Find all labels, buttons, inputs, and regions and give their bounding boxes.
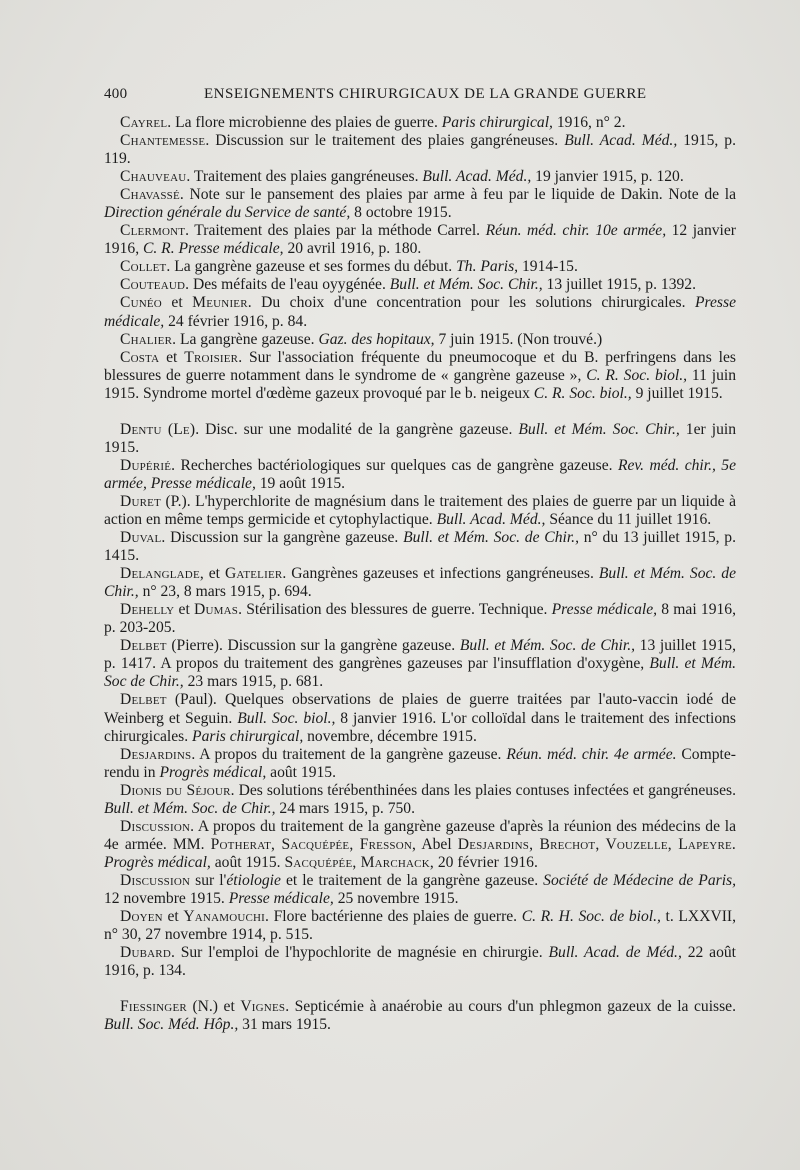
entry-source: Presse médicale, <box>104 294 736 330</box>
entry-text: 8 octobre 1915. <box>350 204 452 222</box>
entry-source: Société de Médecine de Paris, <box>543 871 736 889</box>
entry-author: Meunier <box>192 294 248 312</box>
bibliography-entry <box>104 818 736 872</box>
entry-text: . Recherches bactériologiques sur quelques cas de gangrène gazeuse. <box>171 456 618 474</box>
entry-text: . Flore bactérienne des plaies de guerre. <box>265 908 522 926</box>
entry-source: Bull. et Mém. Soc de Chir., <box>104 655 736 691</box>
bibliography-entry <box>104 168 736 186</box>
entry-text: 24 mars 1915, p. 750. <box>275 799 415 817</box>
entry-text: et le traitement de la gangrène gazeuse. <box>280 871 544 889</box>
entry-source: Bull. Acad. Méd., <box>564 132 678 150</box>
entry-text: 8 janvier 1916. L'or colloïdal dans le traitement des infections chirurgicales. <box>104 709 736 745</box>
entry-source: Progrès médical, <box>104 853 211 871</box>
bibliography-entry <box>104 691 736 745</box>
entry-text: 20 avril 1916, p. 180. <box>283 240 422 258</box>
entry-text: . La gangrène gazeuse et ses formes du début. <box>166 258 457 276</box>
bibliography-entry <box>104 114 736 132</box>
entry-author: Delbet <box>120 691 167 709</box>
entry-text: . Traitement des plaies gangréneuses. <box>186 168 423 186</box>
entry-author: Chauveau <box>120 168 187 186</box>
entry-text: et <box>162 908 184 926</box>
entry-text: n° 23, 8 mars 1915, p. 694. <box>138 583 312 601</box>
entry-author: Sacquépée, Marchack, <box>284 853 434 871</box>
entry-source: Paris chirurgical, <box>192 727 304 745</box>
entry-text: . La flore microbienne des plaies de guerre. <box>167 114 442 131</box>
entry-text: 7 juin 1915. (Non trouvé.) <box>434 330 603 348</box>
entry-source: Bull. et Mém. Soc. Chir., <box>518 420 680 438</box>
entry-source: Bull. et Mém. Soc. de Chir., <box>459 637 636 655</box>
entry-author: Dupérié <box>120 456 172 474</box>
entry-source: Bull. Soc. biol., <box>237 709 336 727</box>
entry-text: 20 février 1916. <box>433 853 538 871</box>
entry-source: Bull. Acad. de Méd., <box>548 944 682 962</box>
entry-source: Presse médicale, <box>551 601 658 619</box>
entry-author: Collet <box>120 258 167 276</box>
entry-author: Dubard <box>120 944 171 962</box>
entry-text: et <box>159 348 185 366</box>
entry-source: Bull. Soc. Méd. Hôp., <box>104 1016 239 1034</box>
entry-text: 31 mars 1915. <box>238 1016 331 1034</box>
entry-author: Discussion <box>120 871 191 889</box>
bibliography-entry <box>104 493 736 529</box>
entry-source: Direction générale du Service de santé, <box>104 204 351 222</box>
entry-text: . Disc. sur une modalité de la gangrène gazeuse. <box>195 420 519 438</box>
entry-text: 9 juillet 1915. <box>631 384 723 402</box>
entry-source: Bull. Acad. Méd., <box>422 168 532 186</box>
entry-author: Clermont <box>120 222 186 240</box>
bibliography-entry <box>104 637 736 691</box>
entry-author: Couteaud <box>120 276 186 294</box>
bibliography-entry <box>104 457 736 493</box>
running-title: ENSEIGNEMENTS CHIRURGICAUX DE LA GRANDE GUERRE <box>204 86 647 102</box>
bibliography-entry <box>104 529 736 565</box>
entry-text: . Traitement des plaies par la méthode Carrel. <box>185 222 486 240</box>
bibliography-entry <box>104 258 736 276</box>
entry-author: Vignes <box>240 998 286 1016</box>
entry-author: Potherat, Sacquépée, Fresson, <box>210 835 417 853</box>
bibliography-entry <box>104 601 736 637</box>
entry-text: et <box>174 601 195 619</box>
entry-author: Chantemesse <box>120 132 206 150</box>
entry-text: . Sur l'emploi de l'hypochlorite de magnésie en chirurgie. <box>170 944 549 962</box>
entry-text: . Stérilisation des blessures de guerre. Technique. <box>238 601 552 619</box>
entry-text: 1915, p. 119. <box>104 132 736 168</box>
entry-text: (P.). L'hyperchlorite de magnésium dans le traitement des plaies de guerre par un liquide à action en même temps germicide et cytophylactique. <box>104 492 736 528</box>
entry-author: Dehelly <box>120 601 175 619</box>
bibliography-entry <box>104 746 736 782</box>
running-header <box>104 86 740 108</box>
entry-author: Costa <box>120 348 160 366</box>
entry-author: Duval <box>120 529 162 547</box>
entry-text: . Des solutions térébenthinées dans les plaies contuses infectées et gangréneuses. <box>230 781 736 799</box>
entry-source: étiologie <box>226 871 281 889</box>
entry-text: Compte-rendu in <box>104 745 736 781</box>
entry-text: . Des méfaits de l'eau oyygénée. <box>185 276 390 294</box>
bibliography-entry <box>104 276 736 294</box>
bibliography-entry <box>104 872 736 908</box>
bibliography-entry <box>104 565 736 601</box>
entry-text: 13 juillet 1915, p. 1392. <box>542 276 696 294</box>
entry-text: 25 novembre 1915. <box>333 889 459 907</box>
entry-author: Yanamouchi <box>183 908 266 926</box>
entry-text: . Discussion sur la gangrène gazeuse. <box>161 529 404 547</box>
entry-source: Bull. et Mém. Soc. Chir., <box>389 276 543 294</box>
entry-author: Desjardins <box>120 745 192 763</box>
entry-text: . Discussion sur le traitement des plaies gangréneuses. <box>205 132 565 150</box>
entry-author: Cunéo <box>120 294 162 312</box>
entry-source: Presse médicale, <box>228 889 334 907</box>
entry-text: 19 janvier 1915, p. 120. <box>531 168 684 186</box>
bibliography-entry <box>104 349 736 403</box>
bibliography-entry <box>104 132 736 168</box>
entry-source: C. R. Presse médicale, <box>142 240 284 258</box>
entry-text: 11 juin 1915. Syndrome mortel d'œdème gazeux provoqué par le b. neigeux <box>104 366 737 402</box>
entry-author: Fiessinger <box>120 998 187 1016</box>
entry-text: 22 août 1916, p. 134. <box>104 944 736 980</box>
bibliography-entry <box>104 782 736 818</box>
entry-author: Desjardins, Brechot, Vouzelle, Lapeyre. <box>457 835 737 853</box>
entry-text: . Septicémie à anaérobie au cours d'un phlegmon gazeux de la cuisse. <box>285 998 737 1016</box>
entry-text: (N.) et <box>186 998 241 1016</box>
entry-text: 12 janvier 1916, <box>104 222 736 258</box>
entry-text: 1914-15. <box>518 258 578 276</box>
entry-source: Gaz. des hopitaux, <box>318 330 435 348</box>
entry-author: Delanglade <box>120 565 200 583</box>
entry-source: Bull. Acad. Méd., <box>436 510 546 528</box>
entry-text: , et <box>199 565 225 583</box>
bibliography-entry <box>104 908 736 944</box>
entry-text: 12 novembre 1915. <box>104 889 229 907</box>
entry-source: Réun. méd. chir. 10e armée, <box>485 222 667 240</box>
entry-text: 1er juin 1915. <box>104 420 737 456</box>
entry-source: C. R. H. Soc. de biol., <box>521 908 661 926</box>
page-number: 400 <box>104 86 128 102</box>
entry-source: Th. Paris, <box>456 258 519 276</box>
entry-text: 13 juillet 1915, p. 1417. A propos du traitement des gangrènes gazeuses par l'insufflation d'oxygène, <box>104 637 736 673</box>
entry-author: Troisier <box>184 348 239 366</box>
entry-source: Bull. et Mém. Soc. de Chir., <box>104 799 276 817</box>
entry-text: 1916, n° 2. <box>552 114 626 131</box>
entry-text: . La gangrène gazeuse. <box>172 330 319 348</box>
entry-author: Chavassé <box>120 186 180 204</box>
entry-text: 23 mars 1915, p. 681. <box>183 673 324 691</box>
entry-author: Chalier <box>120 330 173 348</box>
bibliography-entry <box>104 421 736 457</box>
entry-text: 19 août 1915. <box>255 474 346 492</box>
entry-text: Abel <box>416 835 458 853</box>
entry-source: Bull. et Mém. Soc. de Chir., <box>403 529 579 547</box>
entry-text: novembre, décembre 1915. <box>303 727 477 745</box>
entry-text: et <box>161 294 193 312</box>
entry-text: août 1915. <box>210 853 285 871</box>
entry-author: Gatelier <box>224 565 283 583</box>
entry-source: C. R. Soc. biol., <box>533 384 632 402</box>
entry-text: . Note sur le pansement des plaies par arme à feu par le liquide de Dakin. Note de la <box>179 186 736 204</box>
entry-text: t. LXXVII, n° 30, 27 novembre 1914, p. 515. <box>104 908 736 944</box>
entry-text: Séance du 11 juillet 1916. <box>545 510 712 528</box>
entry-source: Réun. méd. chir. 4e armée. <box>506 745 677 763</box>
bibliography-list <box>104 114 736 1034</box>
entry-author: Discussion <box>120 817 191 835</box>
entry-text: sur l' <box>190 871 227 889</box>
entry-author: Duret <box>120 492 161 510</box>
entry-author: Dionis du Séjour <box>120 781 231 799</box>
entry-author: Dentu (Le) <box>120 420 196 438</box>
entry-source: Paris chirurgical, <box>441 114 553 131</box>
entry-text: . A propos du traitement de la gangrène gazeuse d'après la réunion des médecins de la 4e armée. MM. <box>104 817 736 853</box>
entry-source: Progrès médical, <box>159 763 267 781</box>
entry-text: n° du 13 juillet 1915, p. 1415. <box>104 529 736 565</box>
entry-text: août 1915. <box>266 763 336 781</box>
entry-text: . A propos du traitement de la gangrène gazeuse. <box>191 745 507 763</box>
bibliography-entry <box>104 294 736 330</box>
entry-source: Bull. et Mém. Soc. de Chir., <box>104 565 736 601</box>
entry-text: . Gangrènes gazeuses et infections gangréneuses. <box>282 565 599 583</box>
bibliography-entry <box>104 998 736 1034</box>
entry-text: (Pierre). Discussion sur la gangrène gazeuse. <box>166 637 460 655</box>
bibliography-entry <box>104 222 736 258</box>
entry-author: Doyen <box>120 908 163 926</box>
bibliography-entry <box>104 186 736 222</box>
entry-text: 24 février 1916, p. 84. <box>164 312 308 330</box>
entry-author: Delbet <box>120 637 167 655</box>
entry-author: Cayrel <box>120 114 168 131</box>
bibliography-entry <box>104 944 736 980</box>
bibliography-entry <box>104 331 736 349</box>
entry-source: Rev. méd. chir., 5e armée, Presse médicale, <box>104 456 736 492</box>
entry-author: Dumas <box>194 601 239 619</box>
entry-text: . Sur l'association fréquente du pneumocoque et du B. perfringens dans les blessures de guerre notamment dans le syndrome de « gangrène gazeuse », <box>104 348 736 384</box>
entry-source: C. R. Soc. biol., <box>586 366 688 384</box>
entry-text: 8 mai 1916, p. 203-205. <box>104 601 736 637</box>
entry-text: (Paul). Quelques observations de plaies de guerre traitées par l'auto-vaccin iodé de Weinberg et Seguin. <box>104 691 736 727</box>
entry-text: . Du choix d'une concentration pour les solutions chirurgicales. <box>247 294 695 312</box>
